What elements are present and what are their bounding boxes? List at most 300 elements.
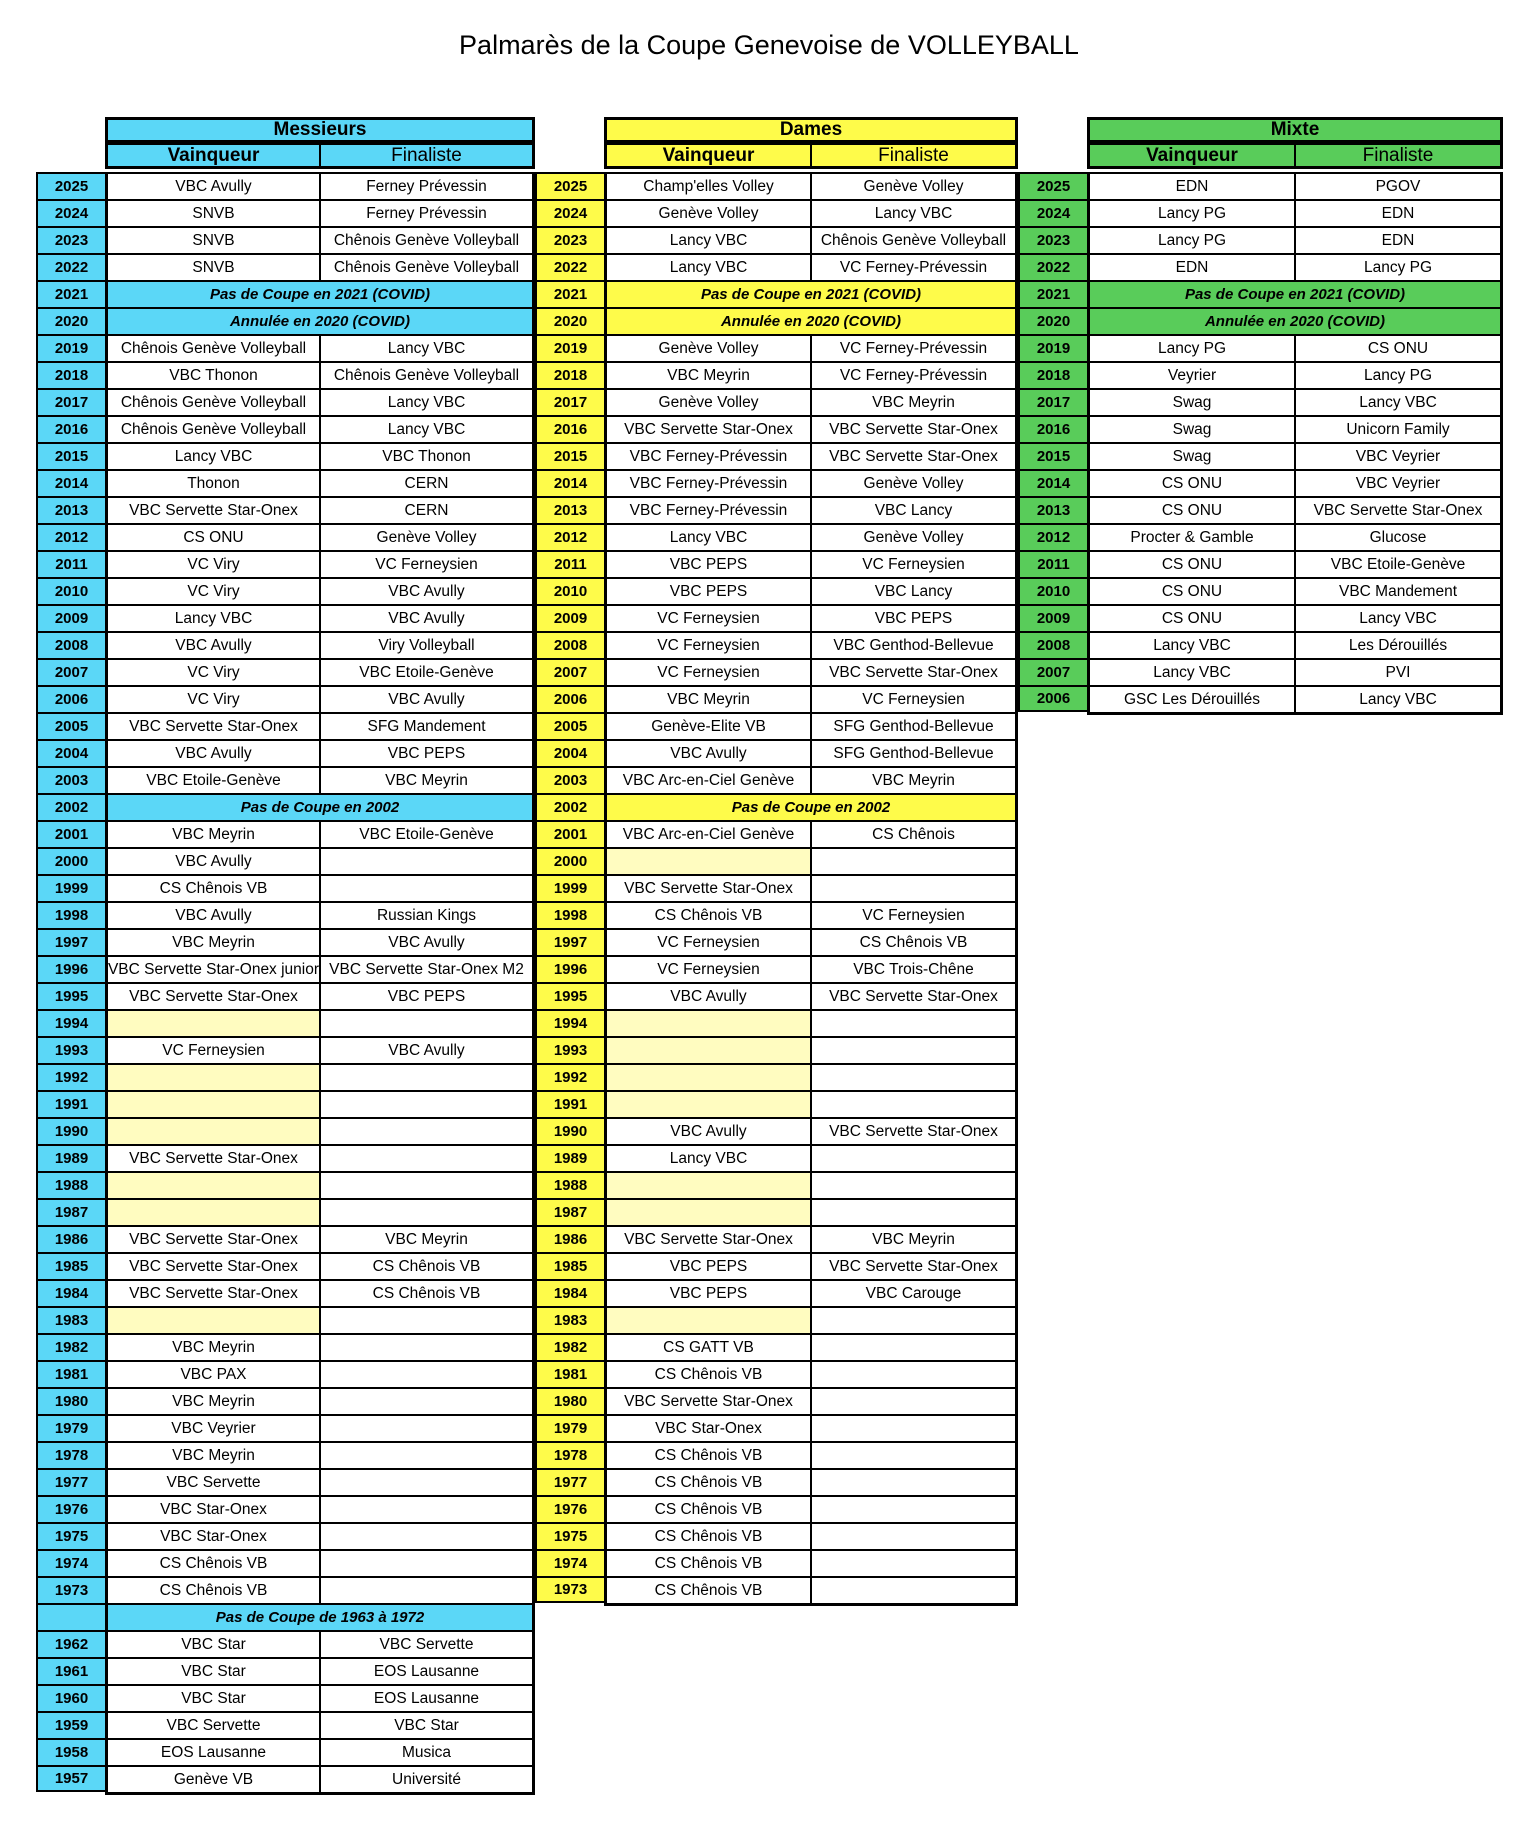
- mixte-table-row: [1090, 172, 1500, 199]
- dames-finalist-cell: VC Ferney-Prévessin: [839, 366, 988, 384]
- mixte-table-row: [1090, 469, 1500, 496]
- dames-note-cell: Pas de Coupe en 2021 (COVID): [700, 286, 922, 303]
- dames-table-row: [607, 496, 1015, 523]
- messieurs-winner-cell: VBC Servette Star-Onex: [108, 1146, 321, 1171]
- dames-winner-cell: CS GATT VB: [607, 1335, 812, 1360]
- dames-finalist-cell: [812, 1389, 1015, 1414]
- messieurs-year-cell: 1978: [36, 1441, 105, 1468]
- messieurs-winner-cell: Genève VB: [108, 1767, 321, 1792]
- dames-year-cell: 1984: [535, 1279, 604, 1306]
- dames-winner-cell: VC Ferneysien: [607, 606, 812, 631]
- messieurs-year-cell: 1960: [36, 1684, 105, 1711]
- messieurs-finalist-cell: CS Chênois VB: [372, 1257, 481, 1275]
- messieurs-winner-cell: SNVB: [108, 228, 321, 253]
- dames-table-row: [607, 1522, 1015, 1549]
- messieurs-year-cell: 2024: [36, 199, 105, 226]
- messieurs-finalist-cell: [321, 1416, 532, 1441]
- messieurs-winner-cell: VC Viry: [108, 579, 321, 604]
- messieurs-year-cell: 1977: [36, 1468, 105, 1495]
- dames-header: [604, 117, 1018, 143]
- messieurs-finalist-cell: VBC Servette: [379, 1635, 474, 1653]
- dames-table-row: [607, 388, 1015, 415]
- messieurs-winner-cell: VC Viry: [108, 552, 321, 577]
- messieurs-finalist-cell: Viry Volleyball: [378, 636, 475, 654]
- messieurs-year-cell: 1990: [36, 1117, 105, 1144]
- messieurs-year-cell: 2001: [36, 820, 105, 847]
- messieurs-table-row: [108, 550, 532, 577]
- mixte-table-row: [1090, 388, 1500, 415]
- messieurs-table-row: [108, 1144, 532, 1171]
- messieurs-table-row: [108, 1387, 532, 1414]
- dames-finalist-cell: VBC Carouge: [865, 1284, 962, 1302]
- messieurs-finalist-cell: VBC Avully: [388, 609, 465, 627]
- dames-finalist-cell: [812, 1524, 1015, 1549]
- messieurs-winner-cell: VC Ferneysien: [108, 1038, 321, 1063]
- dames-year-cell: 2022: [535, 253, 604, 280]
- mixte-note-cell: Pas de Coupe en 2021 (COVID): [1184, 286, 1406, 303]
- mixte-winner-cell: CS ONU: [1090, 579, 1296, 604]
- dames-year-cell: 2010: [535, 577, 604, 604]
- messieurs-table-row: [108, 766, 532, 793]
- mixte-winner-cell: EDN: [1090, 255, 1296, 280]
- messieurs-finalist-cell: Chênois Genève Volleyball: [333, 366, 520, 384]
- dames-year-cell: 2011: [535, 550, 604, 577]
- mixte-table-row: [1090, 334, 1500, 361]
- dames-winner-cell: VBC Servette Star-Onex: [607, 417, 812, 442]
- messieurs-table-row: [108, 1279, 532, 1306]
- messieurs-finalist-cell: [321, 1497, 532, 1522]
- dames-table-row: [607, 928, 1015, 955]
- messieurs-finalist-cell: CERN: [404, 474, 449, 492]
- dames-table-row: [607, 820, 1015, 847]
- messieurs-table-row: [108, 226, 532, 253]
- dames-year-cell: 2023: [535, 226, 604, 253]
- messieurs-year-cell: 1999: [36, 874, 105, 901]
- messieurs-finalist-cell: [321, 849, 532, 874]
- messieurs-year-cell: 1974: [36, 1549, 105, 1576]
- messieurs-table-row: [108, 847, 532, 874]
- dames-finalist-cell: SFG Genthod-Bellevue: [833, 744, 994, 762]
- messieurs-year-cell: 2000: [36, 847, 105, 874]
- dames-finalist-cell: VBC Servette Star-Onex: [829, 447, 998, 465]
- messieurs-table-row: [108, 820, 532, 847]
- messieurs-table-row: [108, 874, 532, 901]
- dames-table-row: [607, 874, 1015, 901]
- dames-note-cell: Pas de Coupe en 2002: [731, 799, 891, 816]
- messieurs-winner-cell: CS Chênois VB: [108, 876, 321, 901]
- dames-year-cell: 2025: [535, 172, 604, 199]
- mixte-finalist-cell: VBC Etoile-Genève: [1330, 555, 1466, 573]
- dames-finalist-cell: VBC Servette Star-Onex: [829, 663, 998, 681]
- messieurs-table-row: [108, 1468, 532, 1495]
- mixte-year-cell: 2018: [1018, 361, 1087, 388]
- messieurs-finalist-cell: VC Ferneysien: [375, 555, 478, 573]
- dames-winner-cell: CS Chênois VB: [607, 1578, 812, 1603]
- mixte-table-row: [1090, 523, 1500, 550]
- dames-finalist-cell: VBC Servette Star-Onex: [829, 1122, 998, 1140]
- dames-year-cell: 1985: [535, 1252, 604, 1279]
- mixte-year-cell: 2014: [1018, 469, 1087, 496]
- mixte-table-row: [1090, 361, 1500, 388]
- messieurs-table-row: [108, 1657, 532, 1684]
- dames-table-row: [607, 253, 1015, 280]
- messieurs-table-row: [108, 604, 532, 631]
- dames-winner-cell: [607, 1308, 812, 1333]
- dames-table-row: [607, 1441, 1015, 1468]
- dames-finalist-cell: Genève Volley: [863, 474, 964, 492]
- messieurs-winner-cell: VBC Meyrin: [108, 1443, 321, 1468]
- messieurs-finalist-cell: [321, 1362, 532, 1387]
- dames-finalist-cell: VBC Genthod-Bellevue: [833, 636, 994, 654]
- messieurs-finalist-cell: Lancy VBC: [387, 339, 466, 357]
- dames-table-row: [607, 1198, 1015, 1225]
- messieurs-finalist-cell: VBC Thonon: [382, 447, 471, 465]
- messieurs-finalist-cell: VBC PEPS: [387, 987, 466, 1005]
- dames-winner-cell: VBC PEPS: [607, 1254, 812, 1279]
- dames-winner-cell: Champ'elles Volley: [607, 174, 812, 199]
- dames-table-row: [607, 307, 1015, 334]
- dames-table-row: [607, 469, 1015, 496]
- messieurs-year-cell: 2012: [36, 523, 105, 550]
- messieurs-table-row: [108, 739, 532, 766]
- messieurs-year-cell: 2017: [36, 388, 105, 415]
- dames-year-cell: 1989: [535, 1144, 604, 1171]
- mixte-finalist-cell: VBC Servette Star-Onex: [1313, 501, 1483, 519]
- messieurs-finalist-cell: [321, 1335, 532, 1360]
- messieurs-note-cell: Pas de Coupe en 2002: [240, 799, 400, 816]
- dames-finalist-cell: VC Ferneysien: [862, 906, 965, 924]
- dames-winner-cell: [607, 1065, 812, 1090]
- dames-table-row: [607, 1117, 1015, 1144]
- mixte-winner-cell: Lancy VBC: [1090, 660, 1296, 685]
- dames-winner-cell: VC Ferneysien: [607, 660, 812, 685]
- messieurs-finalist-cell: EOS Lausanne: [373, 1662, 480, 1680]
- dames-table-row: [607, 415, 1015, 442]
- messieurs-year-cell: 1997: [36, 928, 105, 955]
- messieurs-finalist-cell: [321, 1146, 532, 1171]
- dames-winner-cell: [607, 1011, 812, 1036]
- messieurs-year-cell: 1959: [36, 1711, 105, 1738]
- messieurs-year-cell: 1983: [36, 1306, 105, 1333]
- dames-table-row: [607, 1495, 1015, 1522]
- dames-table-row: [607, 658, 1015, 685]
- mixte-table-row: [1090, 577, 1500, 604]
- messieurs-winner-cell: VC Viry: [108, 687, 321, 712]
- messieurs-winner-cell: EOS Lausanne: [108, 1740, 321, 1765]
- messieurs-table-row: [108, 577, 532, 604]
- dames-table-row: [607, 1279, 1015, 1306]
- messieurs-winner-cell: VBC Veyrier: [108, 1416, 321, 1441]
- mixte-winner-cell: Swag: [1090, 417, 1296, 442]
- dames-table-row: [607, 1252, 1015, 1279]
- mixte-year-cell: 2016: [1018, 415, 1087, 442]
- messieurs-table-row: [108, 1252, 532, 1279]
- mixte-year-cell: 2007: [1018, 658, 1087, 685]
- dames-table-row: [607, 739, 1015, 766]
- mixte-year-cell: 2024: [1018, 199, 1087, 226]
- messieurs-year-cell: 1976: [36, 1495, 105, 1522]
- mixte-winner-cell: Lancy PG: [1090, 228, 1296, 253]
- dames-winner-cell: Genève Volley: [607, 336, 812, 361]
- mixte-year-cell: 2023: [1018, 226, 1087, 253]
- dames-year-cell: 1986: [535, 1225, 604, 1252]
- messieurs-year-cell: 2025: [36, 172, 105, 199]
- messieurs-year-cell: 2020: [36, 307, 105, 334]
- dames-winner-cell: [607, 849, 812, 874]
- mixte-table-row: [1090, 415, 1500, 442]
- messieurs-winner-cell: VBC Meyrin: [108, 1335, 321, 1360]
- messieurs-finalist-cell: [321, 1065, 532, 1090]
- messieurs-winner-cell: VBC Servette Star-Onex: [108, 1254, 321, 1279]
- messieurs-table-row: [108, 1738, 532, 1765]
- messieurs-note-cell: Pas de Coupe en 2021 (COVID): [209, 286, 431, 303]
- messieurs-winner-cell: VBC Meyrin: [108, 1389, 321, 1414]
- messieurs-finalist-cell: VBC Avully: [388, 1041, 465, 1059]
- messieurs-finalist-cell: EOS Lausanne: [373, 1689, 480, 1707]
- page-title: Palmarès de la Coupe Genevoise de VOLLEYBALL: [459, 30, 1079, 60]
- mixte-winner-cell: CS ONU: [1090, 552, 1296, 577]
- dames-table-row: [607, 1090, 1015, 1117]
- dames-table-row: [607, 793, 1015, 820]
- messieurs-year-cell: 1996: [36, 955, 105, 982]
- dames-finalist-cell: VBC Lancy: [874, 501, 953, 519]
- dames-winner-cell: Lancy VBC: [607, 228, 812, 253]
- dames-year-cell: 2006: [535, 685, 604, 712]
- dames-table-row: [607, 280, 1015, 307]
- dames-table-row: [607, 172, 1015, 199]
- dames-winner-cell: CS Chênois VB: [607, 903, 812, 928]
- dames-finalist-cell: [812, 1173, 1015, 1198]
- mixte-winner-cell: Lancy PG: [1090, 201, 1296, 226]
- messieurs-winner-cell: VBC Star-Onex: [108, 1497, 321, 1522]
- dames-finalist-cell: [812, 876, 1015, 901]
- messieurs-year-cell: 2013: [36, 496, 105, 523]
- dames-finalist-cell: [812, 1416, 1015, 1441]
- messieurs-table-row: [108, 1603, 532, 1630]
- messieurs-winner-cell: VBC Avully: [108, 633, 321, 658]
- messieurs-year-cell: 2006: [36, 685, 105, 712]
- dames-year-cell: 2002: [535, 793, 604, 820]
- mixte-finalist-cell: Glucose: [1369, 528, 1427, 546]
- dames-winner-cell: CS Chênois VB: [607, 1470, 812, 1495]
- mixte-winner-cell: CS ONU: [1090, 471, 1296, 496]
- dames-winner-cell: CS Chênois VB: [607, 1443, 812, 1468]
- messieurs-table-row: [108, 1333, 532, 1360]
- dames-note-cell: Annulée en 2020 (COVID): [720, 313, 902, 330]
- messieurs-table-row: [108, 1414, 532, 1441]
- dames-table-row: [607, 361, 1015, 388]
- dames-finalist-cell: VBC Meyrin: [872, 771, 955, 789]
- dames-finalist-cell: VC Ferney-Prévessin: [839, 258, 988, 276]
- dames-finalist-cell: VC Ferneysien: [862, 555, 965, 573]
- dames-finalist-cell: VC Ferney-Prévessin: [839, 339, 988, 357]
- mixte-table-row: [1090, 280, 1500, 307]
- messieurs-year-cell: 1989: [36, 1144, 105, 1171]
- mixte-year-cell: 2011: [1018, 550, 1087, 577]
- dames-year-cell: 1978: [535, 1441, 604, 1468]
- dames-year-cell: 1992: [535, 1063, 604, 1090]
- dames-year-cell: 1980: [535, 1387, 604, 1414]
- dames-year-cell: 2012: [535, 523, 604, 550]
- messieurs-table-row: [108, 1090, 532, 1117]
- mixte-finalist-cell: VBC Veyrier: [1355, 447, 1441, 465]
- messieurs-year-cell: 2018: [36, 361, 105, 388]
- messieurs-finalist-cell: CERN: [404, 501, 449, 519]
- messieurs-finalist-cell: [321, 1308, 532, 1333]
- dames-finalist-cell: [812, 1470, 1015, 1495]
- messieurs-finalist-cell: Genève Volley: [376, 528, 477, 546]
- messieurs-table-row: [108, 253, 532, 280]
- messieurs-table-row: [108, 1225, 532, 1252]
- messieurs-winner-cell: Lancy VBC: [108, 444, 321, 469]
- mixte-table-row: [1090, 253, 1500, 280]
- messieurs-finalist-cell: VBC PEPS: [387, 744, 466, 762]
- dames-table-row: [607, 631, 1015, 658]
- messieurs-table-row: [108, 1684, 532, 1711]
- messieurs-year-cell: 2023: [36, 226, 105, 253]
- dames-year-cell: 2018: [535, 361, 604, 388]
- messieurs-winner-cell: VBC Servette Star-Onex junior: [108, 957, 321, 982]
- messieurs-finalist-cell: Chênois Genève Volleyball: [333, 231, 520, 249]
- messieurs-winner-cell: CS Chênois VB: [108, 1578, 321, 1603]
- dames-year-cell: 1991: [535, 1090, 604, 1117]
- messieurs-winner-header: Vainqueur: [108, 145, 321, 166]
- messieurs-header: [105, 117, 535, 143]
- messieurs-table-row: [108, 1522, 532, 1549]
- messieurs-winner-cell: VBC Servette Star-Onex: [108, 714, 321, 739]
- dames-table-row: [607, 982, 1015, 1009]
- messieurs-finalist-header: Finaliste: [391, 144, 462, 166]
- messieurs-year-cell: 1986: [36, 1225, 105, 1252]
- messieurs-winner-cell: VBC Star-Onex: [108, 1524, 321, 1549]
- messieurs-year-cell: 1991: [36, 1090, 105, 1117]
- dames-year-cell: 2008: [535, 631, 604, 658]
- mixte-subheader: [1087, 143, 1503, 169]
- dames-winner-cell: VBC PEPS: [607, 552, 812, 577]
- mixte-winner-cell: GSC Les Dérouillés: [1090, 687, 1296, 712]
- dames-table-row: [607, 847, 1015, 874]
- messieurs-year-cell: 1998: [36, 901, 105, 928]
- dames-table-row: [607, 901, 1015, 928]
- dames-table-row: [607, 1171, 1015, 1198]
- dames-year-cell: 1990: [535, 1117, 604, 1144]
- dames-winner-cell: VBC Meyrin: [607, 363, 812, 388]
- messieurs-finalist-cell: CS Chênois VB: [372, 1284, 481, 1302]
- dames-finalist-cell: [812, 1497, 1015, 1522]
- dames-year-cell: 2015: [535, 442, 604, 469]
- messieurs-winner-cell: VBC Servette Star-Onex: [108, 498, 321, 523]
- messieurs-finalist-cell: VBC Avully: [388, 690, 465, 708]
- messieurs-winner-cell: Chênois Genève Volleyball: [108, 390, 321, 415]
- mixte-finalist-cell: Lancy VBC: [1359, 393, 1437, 411]
- messieurs-finalist-cell: [321, 1551, 532, 1576]
- messieurs-winner-cell: SNVB: [108, 255, 321, 280]
- dames-year-cell: 1982: [535, 1333, 604, 1360]
- mixte-table-row: [1090, 307, 1500, 334]
- dames-winner-cell: VC Ferneysien: [607, 957, 812, 982]
- messieurs-finalist-cell: VBC Meyrin: [385, 1230, 468, 1248]
- dames-finalist-cell: [812, 1038, 1015, 1063]
- mixte-table-row: [1090, 226, 1500, 253]
- dames-subheader: [604, 143, 1018, 169]
- messieurs-finalist-cell: VBC Avully: [388, 582, 465, 600]
- messieurs-year-cell: 2004: [36, 739, 105, 766]
- mixte-year-cell: 2019: [1018, 334, 1087, 361]
- messieurs-winner-cell: [108, 1065, 321, 1090]
- messieurs-year-cell: 1988: [36, 1171, 105, 1198]
- dames-table-row: [607, 1144, 1015, 1171]
- messieurs-table-row: [108, 415, 532, 442]
- messieurs-table-row: [108, 1009, 532, 1036]
- messieurs-table-row: [108, 658, 532, 685]
- dames-finalist-cell: SFG Genthod-Bellevue: [833, 717, 994, 735]
- dames-finalist-cell: [812, 1335, 1015, 1360]
- dames-winner-cell: [607, 1038, 812, 1063]
- dames-finalist-cell: VBC PEPS: [874, 609, 953, 627]
- dames-winner-cell: VBC PEPS: [607, 1281, 812, 1306]
- mixte-table-row: [1090, 604, 1500, 631]
- messieurs-finalist-cell: Lancy VBC: [387, 393, 466, 411]
- messieurs-finalist-cell: VBC Etoile-Genève: [359, 825, 494, 843]
- messieurs-finalist-cell: Chênois Genève Volleyball: [333, 258, 520, 276]
- dames-table-row: [607, 766, 1015, 793]
- dames-winner-cell: Genève Volley: [607, 390, 812, 415]
- dames-table-row: [607, 1549, 1015, 1576]
- dames-year-cell: 2024: [535, 199, 604, 226]
- dames-table-row: [607, 1468, 1015, 1495]
- dames-table-row: [607, 334, 1015, 361]
- messieurs-year-cell: 1995: [36, 982, 105, 1009]
- dames-year-cell: 1997: [535, 928, 604, 955]
- mixte-year-cell: 2006: [1018, 685, 1087, 712]
- messieurs-winner-cell: [108, 1119, 321, 1144]
- dames-year-cell: 1994: [535, 1009, 604, 1036]
- dames-winner-cell: VBC Avully: [607, 741, 812, 766]
- messieurs-year-cell: 2009: [36, 604, 105, 631]
- mixte-winner-cell: Swag: [1090, 390, 1296, 415]
- dames-finalist-cell: CS Chênois VB: [859, 933, 968, 951]
- dames-finalist-cell: VBC Servette Star-Onex: [829, 420, 998, 438]
- dames-finalist-cell: [812, 1065, 1015, 1090]
- mixte-year-cell: 2015: [1018, 442, 1087, 469]
- dames-finalist-cell: [812, 1443, 1015, 1468]
- mixte-winner-cell: Veyrier: [1090, 363, 1296, 388]
- mixte-finalist-cell: PGOV: [1375, 177, 1421, 195]
- mixte-year-cell: 2013: [1018, 496, 1087, 523]
- mixte-finalist-cell: EDN: [1381, 231, 1415, 249]
- messieurs-table-row: [108, 1576, 532, 1603]
- messieurs-table-row: [108, 1198, 532, 1225]
- messieurs-year-cell: 2019: [36, 334, 105, 361]
- dames-table-row: [607, 1360, 1015, 1387]
- mixte-winner-cell: Procter & Gamble: [1090, 525, 1296, 550]
- messieurs-table-row: [108, 631, 532, 658]
- dames-year-cell: 2003: [535, 766, 604, 793]
- dames-finalist-cell: Lancy VBC: [874, 204, 953, 222]
- dames-winner-cell: VC Ferneysien: [607, 930, 812, 955]
- dames-finalist-header: Finaliste: [878, 144, 949, 166]
- dames-year-cell: 2009: [535, 604, 604, 631]
- messieurs-table-row: [108, 1549, 532, 1576]
- mixte-table-row: [1090, 658, 1500, 685]
- dames-finalist-cell: [812, 1200, 1015, 1225]
- messieurs-year-cell: 1979: [36, 1414, 105, 1441]
- messieurs-finalist-cell: VBC Avully: [388, 933, 465, 951]
- mixte-table-row: [1090, 496, 1500, 523]
- dames-year-cell: 1995: [535, 982, 604, 1009]
- dames-table-row: [607, 1036, 1015, 1063]
- messieurs-winner-cell: VBC Servette Star-Onex: [108, 1281, 321, 1306]
